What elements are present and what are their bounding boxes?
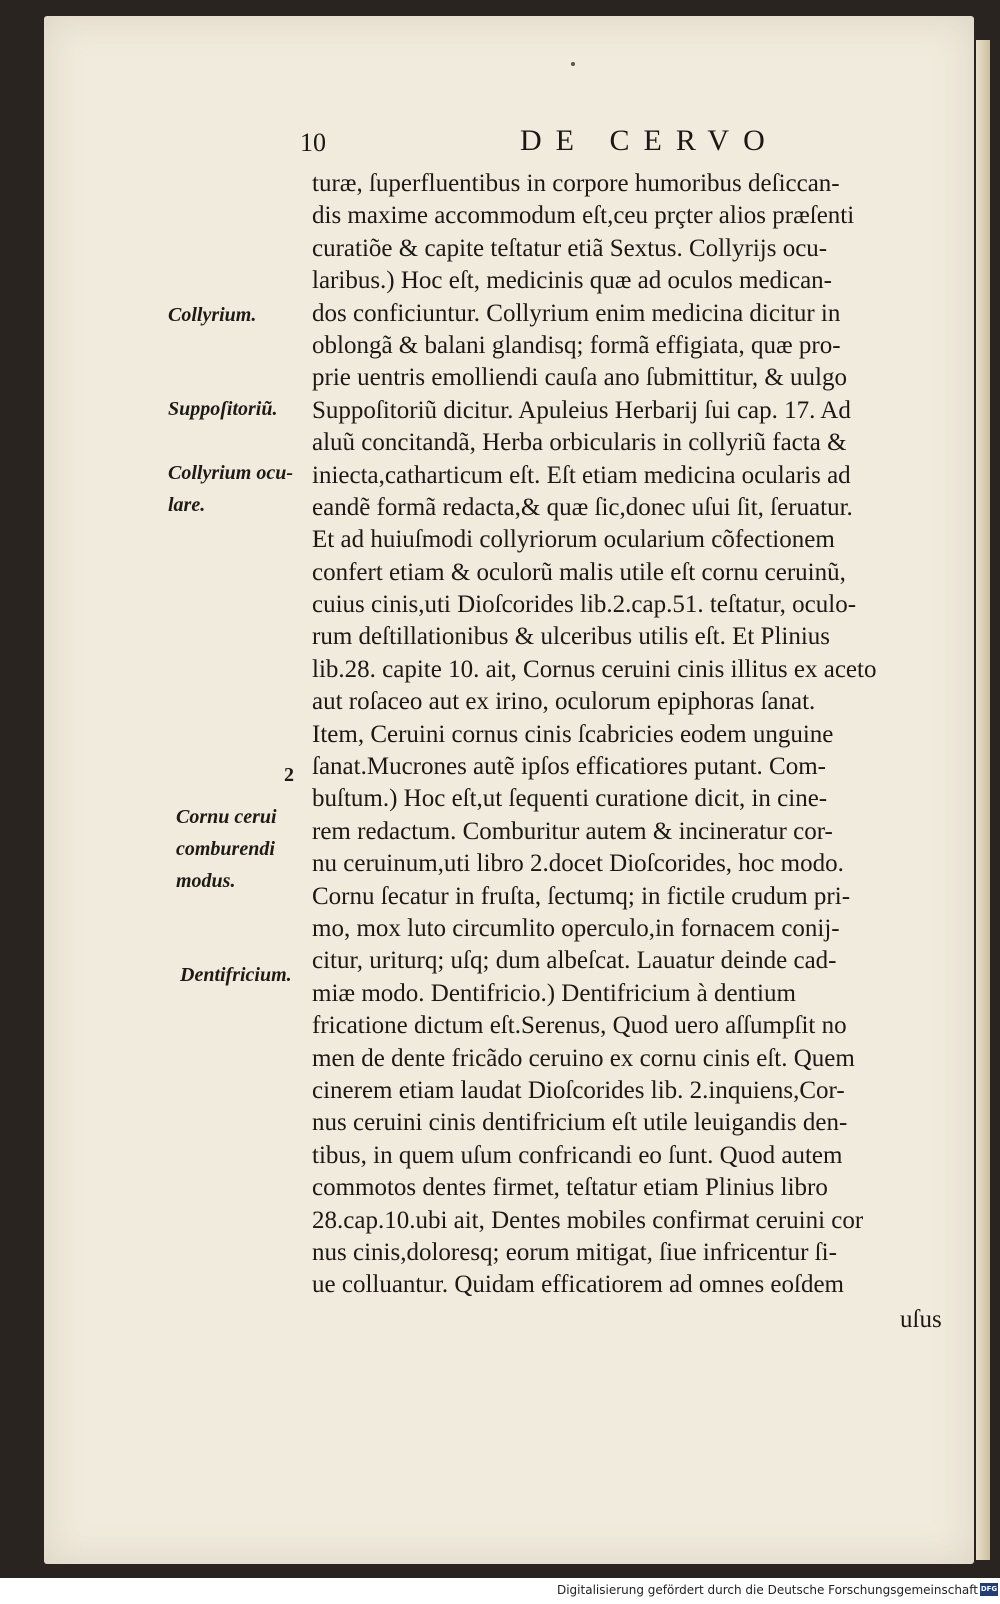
body-text (312, 168, 972, 1302)
text-line: aluũ concitandã, Herba orbicularis in collyriũ facta & (312, 429, 847, 457)
text-line: tibus, in quem uſum confricandi eo ſunt. Quod autem (312, 1141, 843, 1169)
margin-note-cornu-line3: modus. (176, 870, 236, 892)
running-head: DE CERVO (520, 124, 779, 157)
text-line: oblongã & balani glandisq; formã effigiata, quæ pro- (312, 331, 841, 359)
text-line: nus cinis,doloresq; eorum mitigat, ſiue infricentur ſi- (312, 1238, 837, 1266)
text-line: Cornu ſecatur in fruſta, ſectumq; in fictile crudum pri- (312, 882, 851, 910)
margin-note-collyrium: Collyrium. (168, 304, 257, 326)
text-line: mo, mox luto circumlito operculo,in fornacem conij- (312, 914, 840, 942)
page-dot-mark (571, 62, 575, 66)
text-line: dis maxime accommodum eſt,ceu prçter alios præſenti (312, 202, 855, 230)
catchword: uſus (900, 1306, 942, 1333)
page-edge (976, 40, 990, 1560)
text-line: ſanat.Mucrones autẽ ipſos efficatiores putant. Com- (312, 753, 826, 781)
text-line: cinerem etiam laudat Dioſcorides lib. 2.inquiens,Cor- (312, 1076, 845, 1104)
dfg-logo: DFG (980, 1583, 998, 1596)
text-line: 28.cap.10.ubi ait, Dentes mobiles confirmat ceruini cor (312, 1206, 864, 1234)
text-line: Et ad huiuſmodi collyriorum ocularium cõfectionem (312, 526, 835, 554)
text-line: rum deſtillationibus & ulceribus utilis eſt. Et Plinius (312, 623, 831, 651)
text-line: prie uentris emolliendi cauſa ano ſubmittitur, & uulgo (312, 364, 847, 392)
margin-note-cornu-line1: Cornu cerui (176, 806, 277, 828)
text-line: nus ceruini cinis dentifricium eſt utile leuigandis den- (312, 1109, 848, 1137)
text-line: miæ modo. Dentifricio.) Dentifricium à dentium (312, 979, 796, 1007)
text-line: fricatione dictum eſt.Serenus, Quod uero aſſumpſit no (312, 1012, 847, 1040)
text-line: Item, Ceruini cornus cinis ſcabricies eodem unguine (312, 720, 834, 748)
text-line: men de dente fricãdo ceruino ex cornu cinis eſt. Quem (312, 1044, 855, 1072)
text-line: rem redactum. Comburitur autem & incineratur cor- (312, 817, 833, 845)
margin-note-collyrium-oculare-line2: lare. (168, 494, 206, 516)
text-line: cuius cinis,uti Dioſcorides lib.2.cap.51. teſtatur, oculo- (312, 591, 857, 619)
text-line: commotos dentes firmet, teſtatur etiam Plinius libro (312, 1174, 828, 1202)
margin-marker-2: 2 (284, 764, 294, 786)
text-line: citur, uriturq; uſq; dum albeſcat. Lauatur deinde cad- (312, 947, 837, 975)
page-number: 10 (300, 128, 326, 157)
text-line: dos conficiuntur. Collyrium enim medicina dicitur in (312, 299, 841, 327)
margin-note-dentifricium: Dentifricium. (180, 964, 292, 986)
text-line: nu ceruinum,uti libro 2.docet Dioſcorides, hoc modo. (312, 850, 844, 878)
text-line: ue colluantur. Quidam efficatiorem ad omnes eoſdem (312, 1271, 845, 1299)
margin-note-collyrium-oculare-line1: Collyrium ocu- (168, 462, 294, 484)
text-line: laribus.) Hoc eſt, medicinis quæ ad oculos medican- (312, 267, 833, 295)
text-line: curatiõe & capite teſtatur etiã Sextus. Collyrijs ocu- (312, 234, 828, 262)
footer-bar (0, 1578, 1000, 1604)
text-line: eandẽ formã redacta,& quæ ſic,donec uſui ſit, ſeruatur. (312, 493, 853, 521)
margin-note-suppositorium: Suppoſitoriũ. (168, 398, 278, 420)
text-line: iniecta,catharticum eſt. Eſt etiam medicina ocularis ad (312, 461, 851, 489)
text-line: turæ, ſuperfluentibus in corpore humoribus deſiccan- (312, 170, 840, 197)
text-line: Suppoſitoriũ dicitur. Apuleius Herbarij ſui cap. 17. Ad (312, 396, 851, 424)
text-line: lib.28. capite 10. ait, Cornus ceruini cinis illitus ex aceto (312, 655, 877, 683)
margin-note-cornu-line2: comburendi (176, 838, 275, 860)
footer-credit: Digitalisierung gefördert durch die Deutsche Forschungsgemeinschaft (556, 1583, 978, 1597)
text-line: aut roſaceo aut ex irino, oculorum epiphoras ſanat. (312, 688, 816, 716)
text-line: confert etiam & oculorũ malis utile eſt cornu ceruinũ, (312, 558, 846, 586)
text-line: buſtum.) Hoc eſt,ut ſequenti curatione dicit, in cine- (312, 785, 828, 813)
